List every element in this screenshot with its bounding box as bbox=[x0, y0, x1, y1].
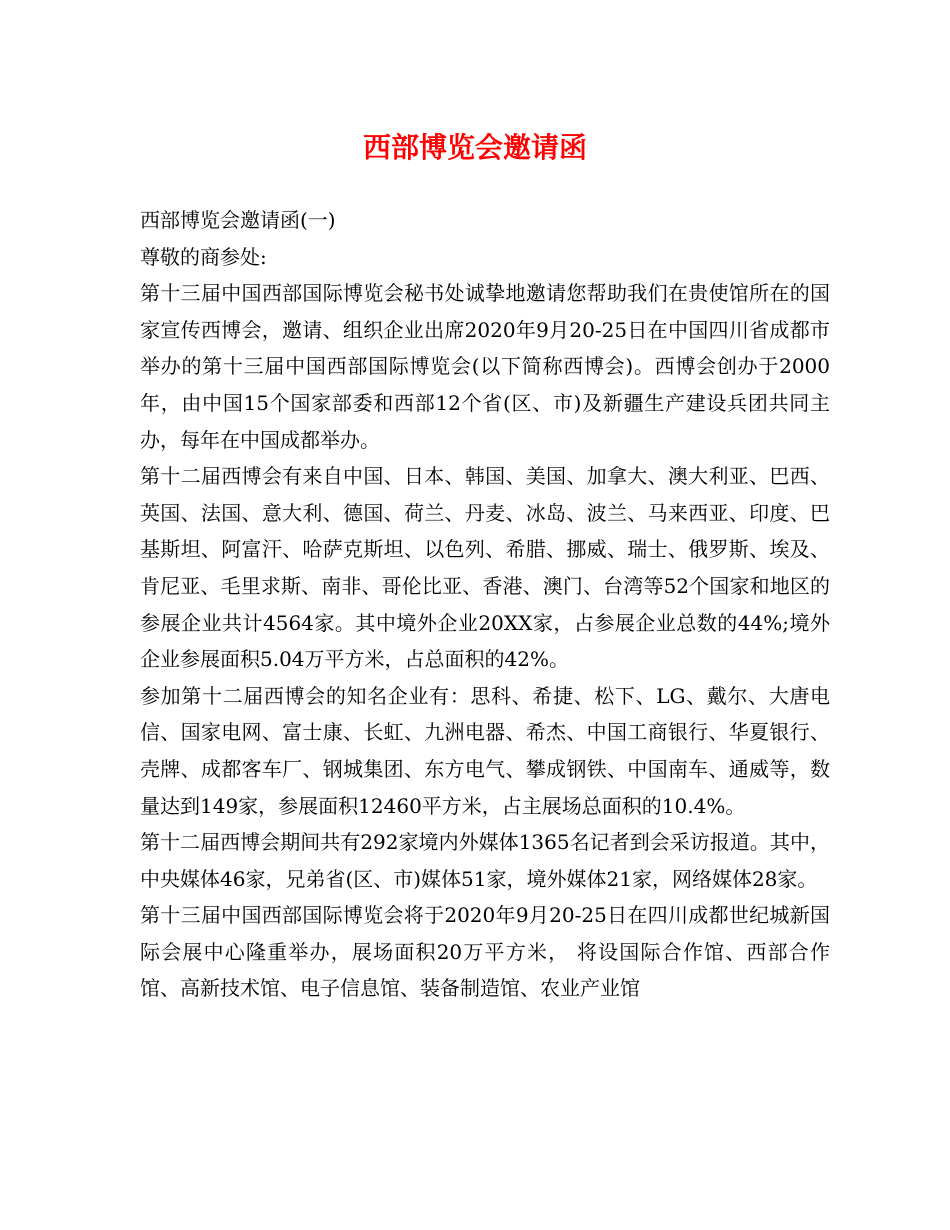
document-body bbox=[140, 202, 830, 1007]
document-title: 西部博览会邀请函 bbox=[362, 131, 587, 164]
paragraph-next-expo: 第十三届中国西部国际博览会将于2020年9月20-25日在四川成都世纪城新国际会展中心隆重举办，展场面积20万平方米， 将设国际合作馆、西部合作馆、高新技术馆、电子信息馆、装备制造馆、农业产业馆 bbox=[140, 903, 830, 1001]
paragraph-companies: 参加第十二届西博会的知名企业有：思科、希捷、松下、LG、戴尔、大唐电信、国家电网、富士康、长虹、九洲电器、希杰、中国工商银行、华夏银行、壳牌、成都客车厂、钢城集团、东方电气、攀成钢铁、中国南车、通威等，数量达到149家，参展面积12460平方米，占主展场总面积的10.4%。 bbox=[140, 683, 830, 818]
paragraph-media: 第十二届西博会期间共有292家境内外媒体1365名记者到会采访报道。其中，中央媒体46家，兄弟省(区、市)媒体51家，境外媒体21家，网络媒体28家。 bbox=[140, 830, 830, 891]
paragraph-exhibitors: 第十二届西博会有来自中国、日本、韩国、美国、加拿大、澳大利亚、巴西、英国、法国、意大利、德国、荷兰、丹麦、冰岛、波兰、马来西亚、印度、巴基斯坦、阿富汗、哈萨克斯坦、以色列、希腊、挪威、瑞士、俄罗斯、埃及、肯尼亚、毛里求斯、南非、哥伦比亚、香港、澳门、台湾等52个国家和地区的参展企业共计4564家。其中境外企业20XX家，占参展企业总数的44%;境外企业参展面积5.04万平方米，占总面积的42%。 bbox=[140, 464, 830, 672]
paragraph-salutation: 尊敬的商参处: bbox=[140, 244, 267, 269]
paragraph-subtitle: 西部博览会邀请函(一) bbox=[140, 208, 336, 232]
paragraph-invitation: 第十三届中国西部国际博览会秘书处诚挚地邀请您帮助我们在贵使馆所在的国家宣传西博会，邀请、组织企业出席2020年9月20-25日在中国四川省成都市举办的第十三届中国西部国际博览会(以下简称西博会)。西博会创办于2000年，由中国15个国家部委和西部12个省(区、市)及新疆生产建设兵团共同主办，每年在中国成都举办。 bbox=[140, 281, 830, 452]
